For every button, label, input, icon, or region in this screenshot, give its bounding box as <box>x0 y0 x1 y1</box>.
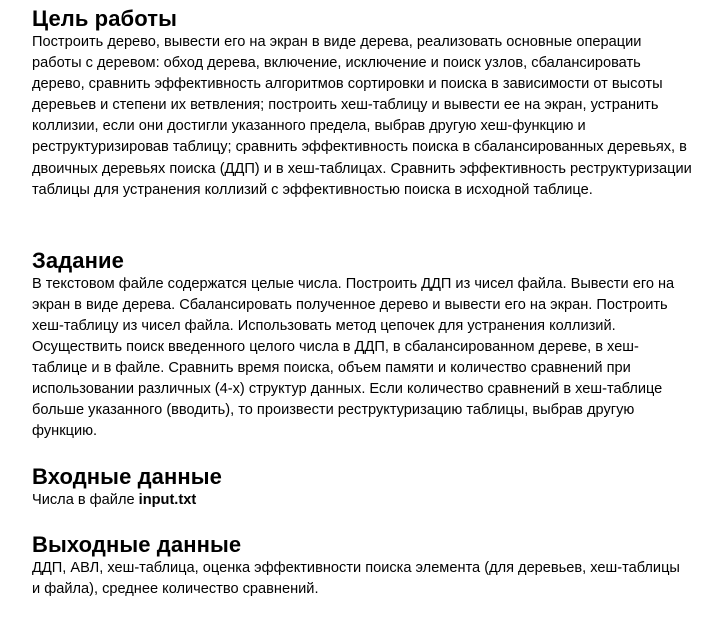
task-section <box>32 248 692 443</box>
input-file-name: input.txt <box>138 491 197 508</box>
task-text: В текстовом файле содержатся целые числа. Построить ДДП из чисел файла. Вывести его на экран в виде дерева. Сбалансировать полученное дерево и вывести его на экран. Построить хеш-таблицу из чисел файла. Использовать метод цепочек для устранения коллизий. Осуществить поиск введенного целого числа в ДДП, в сбалансированном дереве, в хеш-таблице и в файле. Сравнить время поиска, объем памяти и количество сравнений при использовании различных (4-х) структур данных. Если количество сравнений в хеш-таблице больше указанного (вводить), то произвести реструктуризацию таблицы, выбрав другую функцию. <box>32 275 675 440</box>
output-heading: Выходные данные <box>32 531 242 557</box>
goal-heading: Цель работы <box>32 6 178 31</box>
task-heading: Задание <box>32 247 124 273</box>
input-text <box>32 490 692 511</box>
output-section <box>32 532 692 600</box>
input-text-prefix: Числа в файле <box>32 491 139 508</box>
goal-text: Построить дерево, вывести его на экран в виде дерева, реализовать основные операции работы с деревом: обход дерева, включение, исключение и поиск узлов, сбалансировать дерево, сравнить эффективность алгоритмов сортировки и поиска в зависимости от высоты деревьев и степени их ветвления; построить хеш-таблицу и вывести ее на экран, устранить коллизии, если они достигли указанного предела, выбрав другую хеш-функцию и реструктуризировав таблицу; сравнить эффективность поиска в сбалансированных деревьях, в двоичных деревьях поиска (ДДП) и в хеш-таблицах. Сравнить эффективность реструктуризации таблицы для устранения коллизий с эффективностью поиска в исходной таблице. <box>32 34 692 198</box>
input-heading: Входные данные <box>32 463 223 489</box>
output-text: ДДП, АВЛ, хеш-таблица, оценка эффективности поиска элемента (для деревьев, хеш-таблицы и файла), среднее количество сравнений. <box>32 559 680 597</box>
goal-section <box>32 6 692 201</box>
input-section <box>32 464 692 511</box>
